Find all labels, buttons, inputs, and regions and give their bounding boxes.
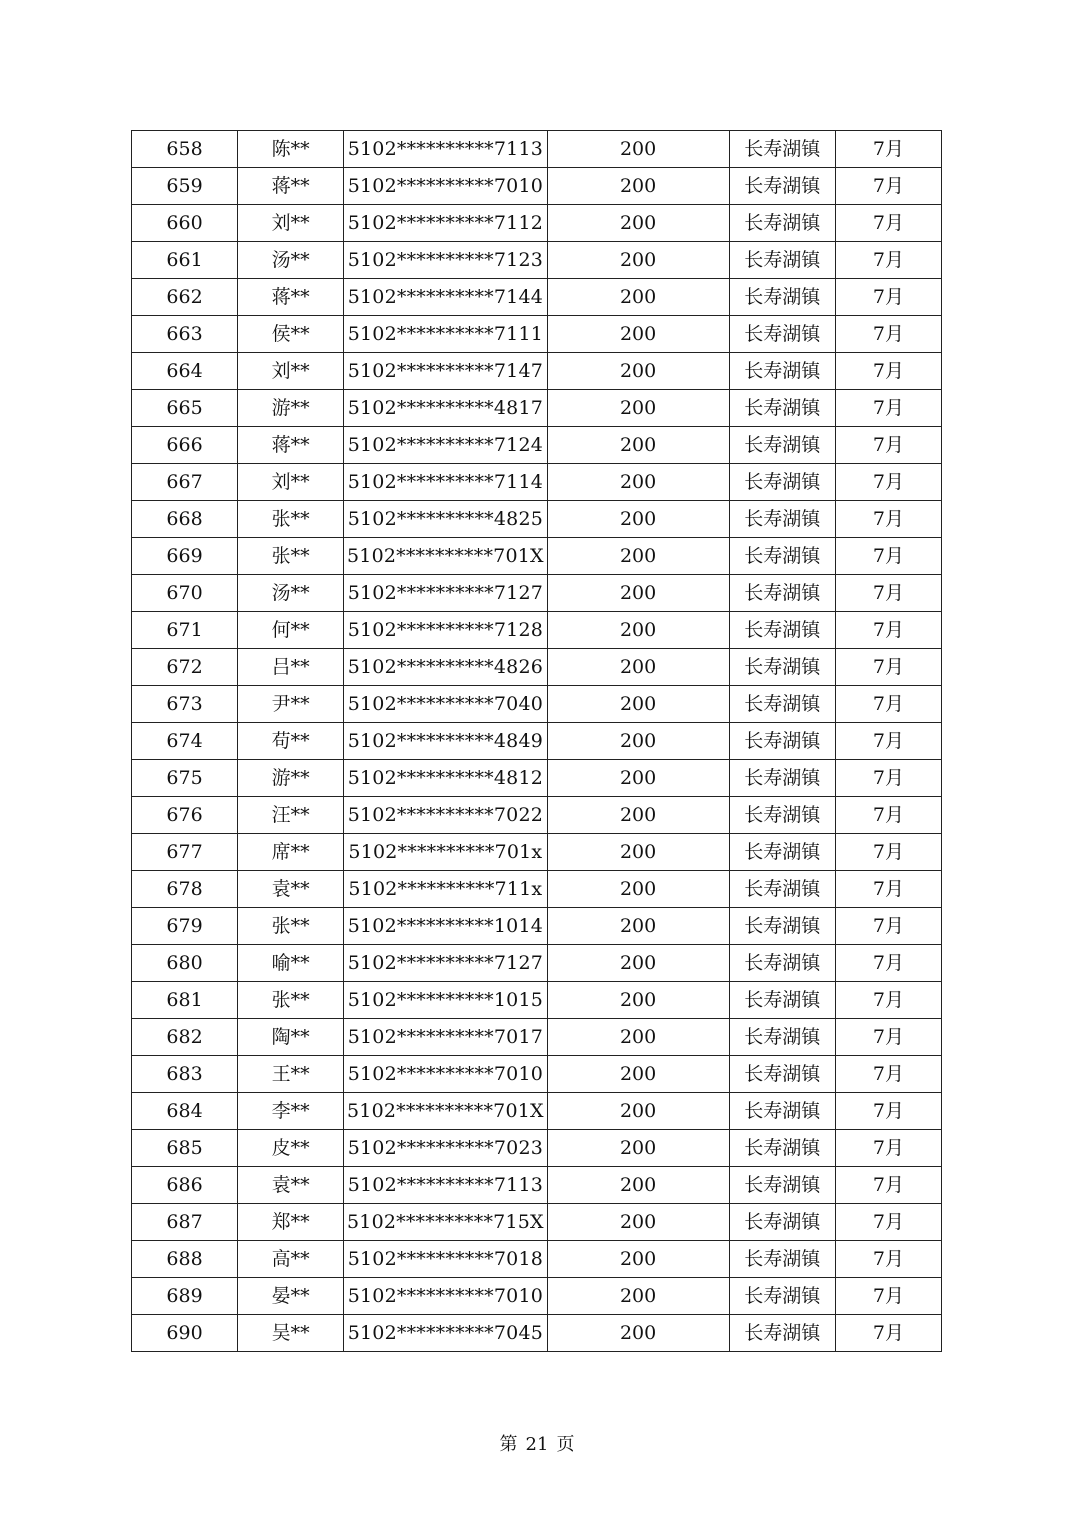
table-row: [132, 316, 942, 353]
town-cell: 长寿湖镇: [729, 1093, 835, 1130]
table-row: [132, 279, 942, 316]
amount-cell: 200: [547, 242, 729, 279]
amount-cell: 200: [547, 612, 729, 649]
amount-cell: 200: [547, 168, 729, 205]
id-number-cell: 5102**********701x: [344, 834, 547, 871]
name-cell: 游**: [238, 390, 344, 427]
town-cell: 长寿湖镇: [729, 353, 835, 390]
month-cell: 7月: [835, 871, 941, 908]
table-row: [132, 649, 942, 686]
town-cell: 长寿湖镇: [729, 1056, 835, 1093]
row-number-cell: 662: [132, 279, 238, 316]
amount-cell: 200: [547, 427, 729, 464]
name-cell: 陈**: [238, 131, 344, 168]
amount-cell: 200: [547, 908, 729, 945]
month-cell: 7月: [835, 390, 941, 427]
row-number-cell: 659: [132, 168, 238, 205]
town-cell: 长寿湖镇: [729, 723, 835, 760]
month-cell: 7月: [835, 575, 941, 612]
amount-cell: 200: [547, 1056, 729, 1093]
row-number-cell: 677: [132, 834, 238, 871]
id-number-cell: 5102**********7113: [344, 131, 547, 168]
amount-cell: 200: [547, 982, 729, 1019]
id-number-cell: 5102**********715X: [344, 1204, 547, 1241]
table-row: [132, 760, 942, 797]
month-cell: 7月: [835, 279, 941, 316]
name-cell: 张**: [238, 908, 344, 945]
name-cell: 蒋**: [238, 279, 344, 316]
id-number-cell: 5102**********7040: [344, 686, 547, 723]
month-cell: 7月: [835, 723, 941, 760]
table-row: [132, 1278, 942, 1315]
month-cell: 7月: [835, 797, 941, 834]
month-cell: 7月: [835, 1093, 941, 1130]
name-cell: 晏**: [238, 1278, 344, 1315]
row-number-cell: 680: [132, 945, 238, 982]
table-row: [132, 834, 942, 871]
month-cell: 7月: [835, 1019, 941, 1056]
amount-cell: 200: [547, 686, 729, 723]
amount-cell: 200: [547, 723, 729, 760]
table-row: [132, 501, 942, 538]
month-cell: 7月: [835, 1315, 941, 1352]
row-number-cell: 661: [132, 242, 238, 279]
id-number-cell: 5102**********1014: [344, 908, 547, 945]
name-cell: 郑**: [238, 1204, 344, 1241]
name-cell: 陶**: [238, 1019, 344, 1056]
town-cell: 长寿湖镇: [729, 501, 835, 538]
name-cell: 游**: [238, 760, 344, 797]
table-row: [132, 723, 942, 760]
town-cell: 长寿湖镇: [729, 797, 835, 834]
id-number-cell: 5102**********701X: [344, 538, 547, 575]
month-cell: 7月: [835, 982, 941, 1019]
id-number-cell: 5102**********7144: [344, 279, 547, 316]
id-number-cell: 5102**********701X: [344, 1093, 547, 1130]
month-cell: 7月: [835, 205, 941, 242]
amount-cell: 200: [547, 353, 729, 390]
table-row: [132, 612, 942, 649]
table-row: [132, 1204, 942, 1241]
roster-table-body: [132, 131, 942, 1352]
town-cell: 长寿湖镇: [729, 168, 835, 205]
table-row: [132, 205, 942, 242]
id-number-cell: 5102**********7113: [344, 1167, 547, 1204]
amount-cell: 200: [547, 1167, 729, 1204]
id-number-cell: 5102**********7124: [344, 427, 547, 464]
table-row: [132, 1019, 942, 1056]
name-cell: 刘**: [238, 464, 344, 501]
row-number-cell: 668: [132, 501, 238, 538]
page-footer: [0, 1430, 1074, 1456]
month-cell: 7月: [835, 612, 941, 649]
month-cell: 7月: [835, 131, 941, 168]
table-row: [132, 1056, 942, 1093]
month-cell: 7月: [835, 834, 941, 871]
id-number-cell: 5102**********7123: [344, 242, 547, 279]
row-number-cell: 670: [132, 575, 238, 612]
month-cell: 7月: [835, 945, 941, 982]
table-row: [132, 908, 942, 945]
table-row: [132, 538, 942, 575]
name-cell: 侯**: [238, 316, 344, 353]
name-cell: 刘**: [238, 205, 344, 242]
row-number-cell: 664: [132, 353, 238, 390]
name-cell: 王**: [238, 1056, 344, 1093]
name-cell: 尹**: [238, 686, 344, 723]
name-cell: 皮**: [238, 1130, 344, 1167]
row-number-cell: 688: [132, 1241, 238, 1278]
table-row: [132, 945, 942, 982]
town-cell: 长寿湖镇: [729, 649, 835, 686]
name-cell: 袁**: [238, 1167, 344, 1204]
amount-cell: 200: [547, 1130, 729, 1167]
name-cell: 张**: [238, 982, 344, 1019]
row-number-cell: 690: [132, 1315, 238, 1352]
amount-cell: 200: [547, 205, 729, 242]
name-cell: 李**: [238, 1093, 344, 1130]
town-cell: 长寿湖镇: [729, 131, 835, 168]
amount-cell: 200: [547, 538, 729, 575]
month-cell: 7月: [835, 1241, 941, 1278]
id-number-cell: 5102**********7045: [344, 1315, 547, 1352]
row-number-cell: 676: [132, 797, 238, 834]
town-cell: 长寿湖镇: [729, 279, 835, 316]
row-number-cell: 663: [132, 316, 238, 353]
row-number-cell: 685: [132, 1130, 238, 1167]
table-row: [132, 131, 942, 168]
amount-cell: 200: [547, 1315, 729, 1352]
row-number-cell: 687: [132, 1204, 238, 1241]
name-cell: 何**: [238, 612, 344, 649]
town-cell: 长寿湖镇: [729, 390, 835, 427]
row-number-cell: 666: [132, 427, 238, 464]
table-row: [132, 1315, 942, 1352]
name-cell: 吕**: [238, 649, 344, 686]
table-row: [132, 242, 942, 279]
month-cell: 7月: [835, 168, 941, 205]
row-number-cell: 658: [132, 131, 238, 168]
town-cell: 长寿湖镇: [729, 982, 835, 1019]
town-cell: 长寿湖镇: [729, 242, 835, 279]
row-number-cell: 684: [132, 1093, 238, 1130]
id-number-cell: 5102**********7112: [344, 205, 547, 242]
row-number-cell: 681: [132, 982, 238, 1019]
table-row: [132, 1167, 942, 1204]
town-cell: 长寿湖镇: [729, 1315, 835, 1352]
table-row: [132, 1130, 942, 1167]
amount-cell: 200: [547, 279, 729, 316]
month-cell: 7月: [835, 1278, 941, 1315]
row-number-cell: 686: [132, 1167, 238, 1204]
amount-cell: 200: [547, 575, 729, 612]
row-number-cell: 673: [132, 686, 238, 723]
name-cell: 吴**: [238, 1315, 344, 1352]
id-number-cell: 5102**********7128: [344, 612, 547, 649]
name-cell: 蒋**: [238, 427, 344, 464]
town-cell: 长寿湖镇: [729, 1278, 835, 1315]
amount-cell: 200: [547, 1019, 729, 1056]
row-number-cell: 665: [132, 390, 238, 427]
town-cell: 长寿湖镇: [729, 316, 835, 353]
id-number-cell: 5102**********4817: [344, 390, 547, 427]
month-cell: 7月: [835, 908, 941, 945]
town-cell: 长寿湖镇: [729, 575, 835, 612]
amount-cell: 200: [547, 797, 729, 834]
amount-cell: 200: [547, 316, 729, 353]
page-footer-prefix: 第: [499, 1434, 518, 1455]
town-cell: 长寿湖镇: [729, 871, 835, 908]
row-number-cell: 679: [132, 908, 238, 945]
town-cell: 长寿湖镇: [729, 760, 835, 797]
id-number-cell: 5102**********4849: [344, 723, 547, 760]
amount-cell: 200: [547, 390, 729, 427]
amount-cell: 200: [547, 501, 729, 538]
town-cell: 长寿湖镇: [729, 686, 835, 723]
town-cell: 长寿湖镇: [729, 538, 835, 575]
name-cell: 苟**: [238, 723, 344, 760]
town-cell: 长寿湖镇: [729, 945, 835, 982]
id-number-cell: 5102**********7010: [344, 1278, 547, 1315]
amount-cell: 200: [547, 131, 729, 168]
town-cell: 长寿湖镇: [729, 1167, 835, 1204]
amount-cell: 200: [547, 464, 729, 501]
table-row: [132, 168, 942, 205]
town-cell: 长寿湖镇: [729, 1204, 835, 1241]
month-cell: 7月: [835, 1204, 941, 1241]
id-number-cell: 5102**********7114: [344, 464, 547, 501]
month-cell: 7月: [835, 1167, 941, 1204]
month-cell: 7月: [835, 427, 941, 464]
month-cell: 7月: [835, 649, 941, 686]
amount-cell: 200: [547, 1204, 729, 1241]
town-cell: 长寿湖镇: [729, 1130, 835, 1167]
amount-cell: 200: [547, 1278, 729, 1315]
id-number-cell: 5102**********4825: [344, 501, 547, 538]
table-row: [132, 464, 942, 501]
id-number-cell: 5102**********711x: [344, 871, 547, 908]
month-cell: 7月: [835, 242, 941, 279]
month-cell: 7月: [835, 1056, 941, 1093]
id-number-cell: 5102**********7127: [344, 575, 547, 612]
name-cell: 袁**: [238, 871, 344, 908]
id-number-cell: 5102**********4812: [344, 760, 547, 797]
name-cell: 高**: [238, 1241, 344, 1278]
town-cell: 长寿湖镇: [729, 1019, 835, 1056]
row-number-cell: 672: [132, 649, 238, 686]
id-number-cell: 5102**********7023: [344, 1130, 547, 1167]
amount-cell: 200: [547, 871, 729, 908]
table-row: [132, 871, 942, 908]
row-number-cell: 660: [132, 205, 238, 242]
name-cell: 蒋**: [238, 168, 344, 205]
id-number-cell: 5102**********7010: [344, 1056, 547, 1093]
page-number: 21: [525, 1434, 549, 1455]
row-number-cell: 682: [132, 1019, 238, 1056]
town-cell: 长寿湖镇: [729, 205, 835, 242]
town-cell: 长寿湖镇: [729, 427, 835, 464]
name-cell: 汤**: [238, 575, 344, 612]
table-row: [132, 982, 942, 1019]
month-cell: 7月: [835, 760, 941, 797]
town-cell: 长寿湖镇: [729, 834, 835, 871]
town-cell: 长寿湖镇: [729, 908, 835, 945]
month-cell: 7月: [835, 538, 941, 575]
table-row: [132, 1093, 942, 1130]
amount-cell: 200: [547, 945, 729, 982]
month-cell: 7月: [835, 1130, 941, 1167]
table-row: [132, 427, 942, 464]
id-number-cell: 5102**********7127: [344, 945, 547, 982]
id-number-cell: 5102**********7147: [344, 353, 547, 390]
month-cell: 7月: [835, 353, 941, 390]
id-number-cell: 5102**********7017: [344, 1019, 547, 1056]
table-row: [132, 353, 942, 390]
amount-cell: 200: [547, 1093, 729, 1130]
name-cell: 汪**: [238, 797, 344, 834]
id-number-cell: 5102**********4826: [344, 649, 547, 686]
row-number-cell: 678: [132, 871, 238, 908]
table-row: [132, 686, 942, 723]
name-cell: 张**: [238, 538, 344, 575]
name-cell: 汤**: [238, 242, 344, 279]
amount-cell: 200: [547, 760, 729, 797]
town-cell: 长寿湖镇: [729, 612, 835, 649]
month-cell: 7月: [835, 686, 941, 723]
row-number-cell: 689: [132, 1278, 238, 1315]
row-number-cell: 674: [132, 723, 238, 760]
roster-table: [131, 130, 942, 1352]
month-cell: 7月: [835, 464, 941, 501]
amount-cell: 200: [547, 649, 729, 686]
table-row: [132, 390, 942, 427]
name-cell: 张**: [238, 501, 344, 538]
amount-cell: 200: [547, 834, 729, 871]
town-cell: 长寿湖镇: [729, 1241, 835, 1278]
id-number-cell: 5102**********7022: [344, 797, 547, 834]
id-number-cell: 5102**********7111: [344, 316, 547, 353]
table-row: [132, 1241, 942, 1278]
month-cell: 7月: [835, 501, 941, 538]
row-number-cell: 669: [132, 538, 238, 575]
table-row: [132, 575, 942, 612]
row-number-cell: 683: [132, 1056, 238, 1093]
id-number-cell: 5102**********1015: [344, 982, 547, 1019]
month-cell: 7月: [835, 316, 941, 353]
town-cell: 长寿湖镇: [729, 464, 835, 501]
row-number-cell: 671: [132, 612, 238, 649]
row-number-cell: 675: [132, 760, 238, 797]
name-cell: 喻**: [238, 945, 344, 982]
id-number-cell: 5102**********7018: [344, 1241, 547, 1278]
amount-cell: 200: [547, 1241, 729, 1278]
row-number-cell: 667: [132, 464, 238, 501]
page-footer-suffix: 页: [556, 1434, 575, 1455]
name-cell: 席**: [238, 834, 344, 871]
table-row: [132, 797, 942, 834]
name-cell: 刘**: [238, 353, 344, 390]
id-number-cell: 5102**********7010: [344, 168, 547, 205]
